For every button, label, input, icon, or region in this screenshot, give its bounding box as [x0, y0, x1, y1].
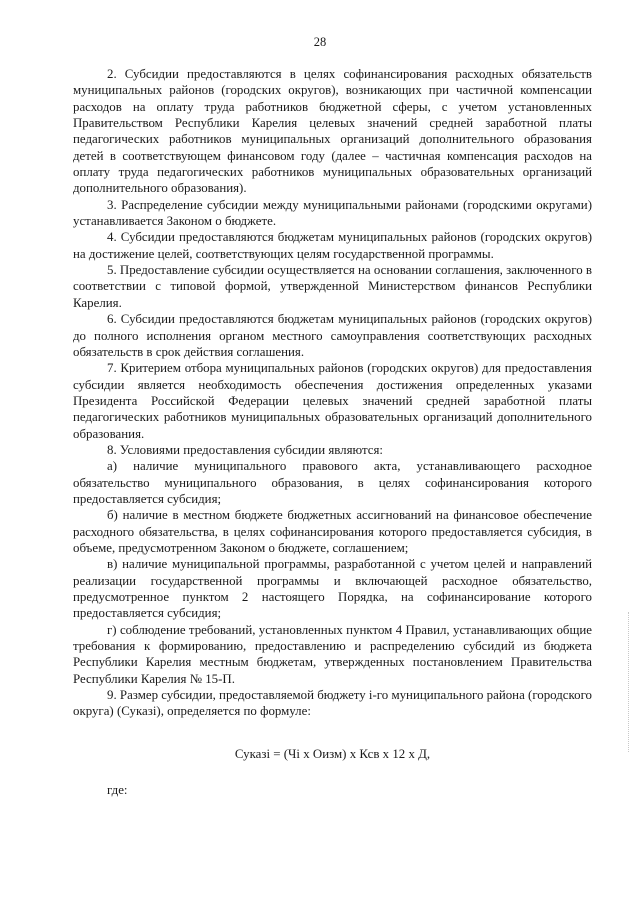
document-body — [73, 66, 592, 798]
condition-a: а) наличие муниципального правового акта, устанавливающего расходное обязательство муниципального образования, в целях софинансирования которого предоставляется субсидия; — [73, 459, 592, 506]
paragraph-2-purpose: 2. Субсидии предоставляются в целях софинансирования расходных обязательств муниципальных районов (городских округов), возникающих при частичной компенсации расходов на оплату труда работников бюджетной сферы, с учетом установленных Правительством Республики Карелия целевых значений средней заработной платы педагогических работников муниципальных организаций дополнительного образования детей в соответствующем финансовом году (далее – частичная компенсация расходов на оплату труда педагогических работников муниципальных образовательных организаций дополнительного образования). — [73, 67, 592, 196]
condition-b: б) наличие в местном бюджете бюджетных ассигнований на финансовое обеспечение расходного обязательства, в целях софинансирования которого предоставляется субсидия, в объеме, предусмотренном Законом о бюджете, соглашением; — [73, 508, 592, 555]
paragraph-9-size: 9. Размер субсидии, предоставляемой бюджету i-го муниципального района (городского округа) (Суказi), определяется по формуле: — [73, 688, 592, 719]
scan-edge-marks — [628, 612, 630, 752]
condition-v: в) наличие муниципальной программы, разработанной с учетом целей и направлений реализации государственной программы и включающей расходное обязательство, предусмотренное пунктом 2 настоящего Порядка, на софинансирование которого предоставляется субсидия; — [73, 557, 592, 621]
page-number: 28 — [313, 35, 327, 49]
paragraph-7-criterion: 7. Критерием отбора муниципальных районов (городских округов) для предоставления субсидии является необходимость обеспечения достижения определенных указами Президента Российской Федерации целевых значений средней заработной платы педагогических работников муниципальных образовательных организаций дополнительного образования. — [73, 361, 592, 441]
paragraph-6-term: 6. Субсидии предоставляются бюджетам муниципальных районов (городских округов) до полного исполнения органом местного самоуправления соответствующих расходных обязательств в срок действия соглашения. — [73, 312, 592, 359]
paragraph-3-distribution: 3. Распределение субсидии между муниципальными районами (городскими округами) устанавливается Законом о бюджете. — [73, 197, 592, 229]
paragraph-5-agreement: 5. Предоставление субсидии осуществляется на основании соглашения, заключенного в соответствии с типовой формой, утвержденной Министерством финансов Республики Карелия. — [73, 263, 592, 310]
paragraph-4-recipients: 4. Субсидии предоставляются бюджетам муниципальных районов (городских округов) на достижение целей, соответствующих целям государственной программы. — [73, 230, 592, 261]
paragraph-8-conditions: 8. Условиями предоставления субсидии являются: — [107, 442, 384, 457]
subsidy-formula: Суказi = (Чi х Оизм) х Ксв х 12 х Д, — [234, 746, 431, 761]
condition-g: г) соблюдение требований, установленных пунктом 4 Правил, устанавливающих общие требования к формированию, предоставлению и распределению субсидий из бюджета Республики Карелия местным бюджетам, утвержденных постановлением Правительства Республики Карелия № 15-П. — [73, 622, 592, 686]
where-label: где: — [107, 783, 128, 798]
